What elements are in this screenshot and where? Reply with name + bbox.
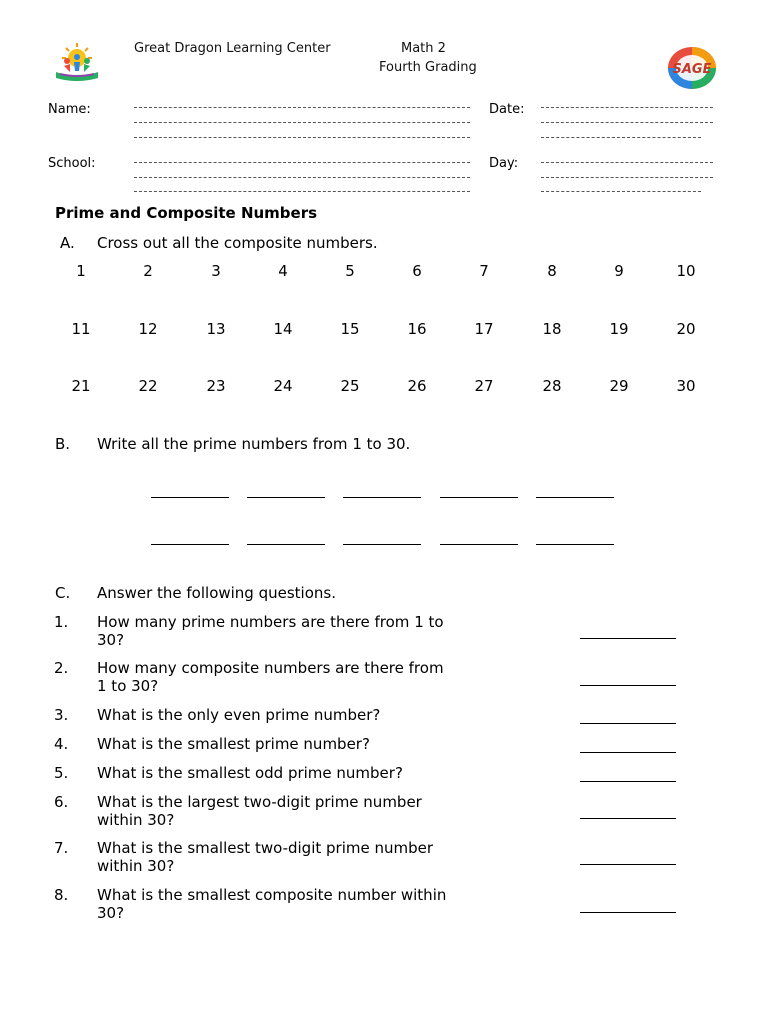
date-label: Date: [489,102,525,117]
school-line-2[interactable] [134,177,470,178]
answer-line-6[interactable] [580,818,676,819]
question-number: 3. [54,706,69,724]
question-number: 1. [54,613,69,631]
grid-number[interactable]: 27 [474,377,494,395]
grid-number[interactable]: 21 [71,377,91,395]
grid-number[interactable]: 1 [76,262,86,280]
section-a-instruction: Cross out all the composite numbers. [97,234,378,252]
question-line: What is the only even prime number? [97,706,381,724]
answer-line-8[interactable] [580,912,676,913]
grid-number[interactable]: 23 [206,377,226,395]
question-line: What is the smallest odd prime number? [97,764,403,782]
question-line: What is the smallest composite number within [97,886,447,904]
school-line-1[interactable] [134,162,470,163]
day-label: Day: [489,156,519,171]
date-line-3[interactable] [541,137,701,138]
grid-number[interactable]: 29 [609,377,629,395]
question-number: 2. [54,659,69,677]
sage-logo [666,45,718,91]
grid-number[interactable]: 9 [614,262,624,280]
section-c-letter: C. [55,584,71,602]
grid-number[interactable]: 12 [138,320,158,338]
grid-number[interactable]: 11 [71,320,91,338]
grid-number[interactable]: 2 [143,262,153,280]
question-text [97,793,512,829]
answer-line-2[interactable] [580,685,676,686]
answer-line-3[interactable] [580,723,676,724]
question-text [97,764,512,782]
grid-number[interactable]: 4 [278,262,288,280]
grid-number[interactable]: 3 [211,262,221,280]
section-b-letter: B. [55,435,71,453]
day-line-1[interactable] [541,162,713,163]
grid-number[interactable]: 22 [138,377,158,395]
school-line-3[interactable] [134,191,470,192]
grid-number[interactable]: 25 [340,377,360,395]
subject-label: Math 2 [401,41,446,56]
question-text [97,659,512,695]
question-line: within 30? [97,811,175,829]
question-number: 5. [54,764,69,782]
grid-number[interactable]: 5 [345,262,355,280]
grid-number[interactable]: 17 [474,320,494,338]
question-text [97,886,512,922]
question-line: 30? [97,904,125,922]
date-line-2[interactable] [541,122,713,123]
question-line: 1 to 30? [97,677,159,695]
name-line-1[interactable] [134,107,470,108]
prime-blank-8[interactable] [343,544,421,545]
answer-line-7[interactable] [580,864,676,865]
question-line: What is the largest two-digit prime number [97,793,422,811]
grid-number[interactable]: 6 [412,262,422,280]
prime-blank-9[interactable] [440,544,518,545]
name-label: Name: [48,102,91,117]
grid-number[interactable]: 10 [676,262,696,280]
grading-label: Fourth Grading [379,60,477,75]
prime-blank-6[interactable] [151,544,229,545]
prime-blank-10[interactable] [536,544,614,545]
question-line: within 30? [97,857,175,875]
question-number: 8. [54,886,69,904]
prime-blank-5[interactable] [536,497,614,498]
grid-number[interactable]: 20 [676,320,696,338]
prime-blank-2[interactable] [247,497,325,498]
worksheet-title: Prime and Composite Numbers [55,204,318,222]
name-line-3[interactable] [134,137,470,138]
question-text [97,613,512,649]
learning-center-logo [50,40,104,84]
question-text [97,839,512,875]
day-line-3[interactable] [541,191,701,192]
grid-number[interactable]: 8 [547,262,557,280]
grid-number[interactable]: 26 [407,377,427,395]
answer-line-4[interactable] [580,752,676,753]
question-number: 7. [54,839,69,857]
prime-blank-1[interactable] [151,497,229,498]
question-text [97,706,512,724]
section-b-instruction: Write all the prime numbers from 1 to 30. [97,435,411,453]
grid-number[interactable]: 18 [542,320,562,338]
grid-number[interactable]: 30 [676,377,696,395]
grid-number[interactable]: 14 [273,320,293,338]
question-number: 4. [54,735,69,753]
school-name: Great Dragon Learning Center [134,41,331,56]
grid-number[interactable]: 28 [542,377,562,395]
prime-blank-4[interactable] [440,497,518,498]
question-line: How many prime numbers are there from 1 to [97,613,444,631]
grid-number[interactable]: 15 [340,320,360,338]
prime-blank-3[interactable] [343,497,421,498]
date-line-1[interactable] [541,107,713,108]
grid-number[interactable]: 13 [206,320,226,338]
prime-blank-7[interactable] [247,544,325,545]
question-text [97,735,512,753]
name-line-2[interactable] [134,122,470,123]
section-a-letter: A. [60,234,75,252]
question-line: What is the smallest two-digit prime number [97,839,434,857]
question-number: 6. [54,793,69,811]
section-c-instruction: Answer the following questions. [97,584,336,602]
grid-number[interactable]: 19 [609,320,629,338]
question-line: What is the smallest prime number? [97,735,370,753]
question-line: 30? [97,631,125,649]
day-line-2[interactable] [541,177,713,178]
school-label: School: [48,156,96,171]
question-line: How many composite numbers are there from [97,659,444,677]
sage-logo-text: SAGE [672,62,712,77]
answer-line-5[interactable] [580,781,676,782]
answer-line-1[interactable] [580,638,676,639]
grid-number[interactable]: 16 [407,320,427,338]
grid-number[interactable]: 7 [479,262,489,280]
grid-number[interactable]: 24 [273,377,293,395]
